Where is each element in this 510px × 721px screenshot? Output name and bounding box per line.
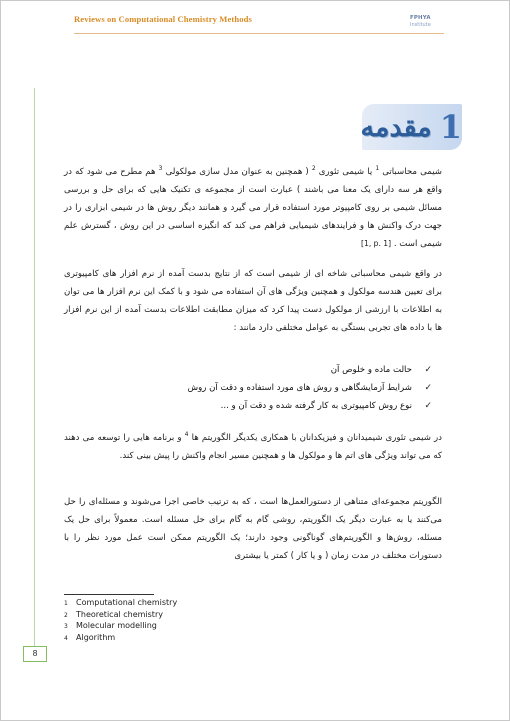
footnote-number: 1 bbox=[64, 600, 68, 607]
footnote-number: 3 bbox=[64, 623, 68, 630]
paragraph-1 bbox=[64, 163, 442, 253]
footnote-text: Algorithm bbox=[76, 632, 116, 642]
footnotes bbox=[64, 598, 177, 644]
footnote-text: Theoretical chemistry bbox=[76, 609, 163, 619]
chapter-number: 1 bbox=[439, 108, 462, 146]
paragraph-1-text: یا شیمی تئوری bbox=[315, 167, 376, 177]
footnote-text: Molecular modelling bbox=[76, 621, 157, 630]
logo-line-2: Institute bbox=[410, 22, 431, 28]
footnote-ref-4: 4 bbox=[184, 431, 189, 439]
page-number: 8 bbox=[23, 646, 47, 662]
paragraph-4: الگوریتم مجموعه‌ای متناهی از دستورالعمل‌ها است ، که به ترتیب خاصی اجرا می‌شوند و مسئله‌ای را حل می‌کنند یا به عبارت دیگر یک الگوریتم، روشی گام به گام برای حل مسئله است. معمولاً برای حل یک مسئله، روش‌ها و الگوریتم‌های گوناگونی وجود دارند؛ یک الگوریتم ممکن است عمل مورد نظر را با دستورات مختلف در مدت زمان ( و یا کار ) کمتر یا بیشتری bbox=[64, 497, 442, 561]
footnote bbox=[64, 633, 177, 645]
logo-line-1: FPHYA bbox=[410, 15, 431, 21]
footnote bbox=[64, 610, 177, 622]
footnote bbox=[64, 598, 177, 610]
footnote-ref-3: 3 bbox=[158, 165, 163, 173]
header-divider bbox=[74, 33, 444, 34]
citation: [1, p. 1] bbox=[361, 239, 392, 248]
chapter-heading bbox=[361, 104, 463, 150]
list-item bbox=[64, 397, 442, 415]
checkmark-icon: ✓ bbox=[424, 383, 432, 393]
paragraph-3 bbox=[64, 429, 442, 465]
running-header-title: Reviews on Computational Chemistry Methods bbox=[74, 14, 252, 24]
paragraph-2: در واقع شیمی محاسباتی شاخه ای از شیمی است که از نتایج بدست آمده از نرم افزار های کامپیوتری برای تعیین هندسه مولکول و همچنین ویژگی های آن استفاده می شود و با کمک این نرم افزار ها می توان به اطلاعات با ارزشی از مولکول دست پیدا کرد که میزان مطابقت اطلاعات بدست آمده از این نرم افزار ها با داده های تجربی بستگی به عوامل مختلفی دارد مانند : bbox=[64, 269, 442, 333]
footnote bbox=[64, 621, 177, 633]
list-item bbox=[64, 379, 442, 397]
footnote-number: 4 bbox=[64, 634, 68, 642]
publisher-logo bbox=[410, 15, 440, 31]
footnote-number: 2 bbox=[64, 611, 68, 619]
paragraph-1-text: هم مطرح می شود که در واقع هر سه دارای یک معنا می باشند ) عبارت است از مجموعه ی تکنیک هایی که برای حل و بررسی مسائل شیمی بر روی کامپیوتر مورد استفاده قرار می گیرد و همانند دیگر روش ها در شیمی ابزاری را در جهت درک واکنش ها و فرایندهای شیمیایی فراهم می کند که انگیزه اساسی در این روش ، گسترش علم شیمی است . bbox=[64, 167, 442, 249]
checkmark-icon: ✓ bbox=[424, 365, 432, 375]
list-item-text: حالت ماده و خلوص آن bbox=[330, 365, 412, 375]
chapter-title: مقدمه bbox=[360, 111, 432, 143]
footnote-ref-2: 2 bbox=[311, 165, 316, 173]
paragraph-1-text: شیمی محاسباتی bbox=[379, 167, 442, 177]
list-item bbox=[64, 361, 442, 379]
paragraph-3-text: در شیمی تئوری شیمیدانان و فیزیکدانان با همکاری یکدیگر الگوریتم ها bbox=[188, 433, 442, 443]
margin-rule bbox=[34, 88, 35, 648]
footnote-separator bbox=[64, 594, 154, 595]
footnote-text: Computational chemistry bbox=[76, 598, 178, 607]
footnote-ref-1: 1 bbox=[375, 165, 380, 173]
list-item-text: شرایط آزمایشگاهی و روش های مورد استفاده و دقت آن روش bbox=[187, 383, 412, 393]
checkmark-icon: ✓ bbox=[424, 401, 432, 411]
list-item-text: نوع روش کامپیوتری به کار گرفته شده و دقت آن و ... bbox=[220, 401, 412, 411]
bullet-list bbox=[64, 361, 442, 415]
paragraph-1-text: ( همچنین به عنوان مدل سازی مولکولی bbox=[162, 167, 312, 177]
paragraph-3-text: و برنامه هایی را توسعه می دهند که می تواند ویژگی های اتم ها و مولکول ها و همچنین مسیر انجام واکنش را پیش بینی کند. bbox=[64, 433, 442, 461]
